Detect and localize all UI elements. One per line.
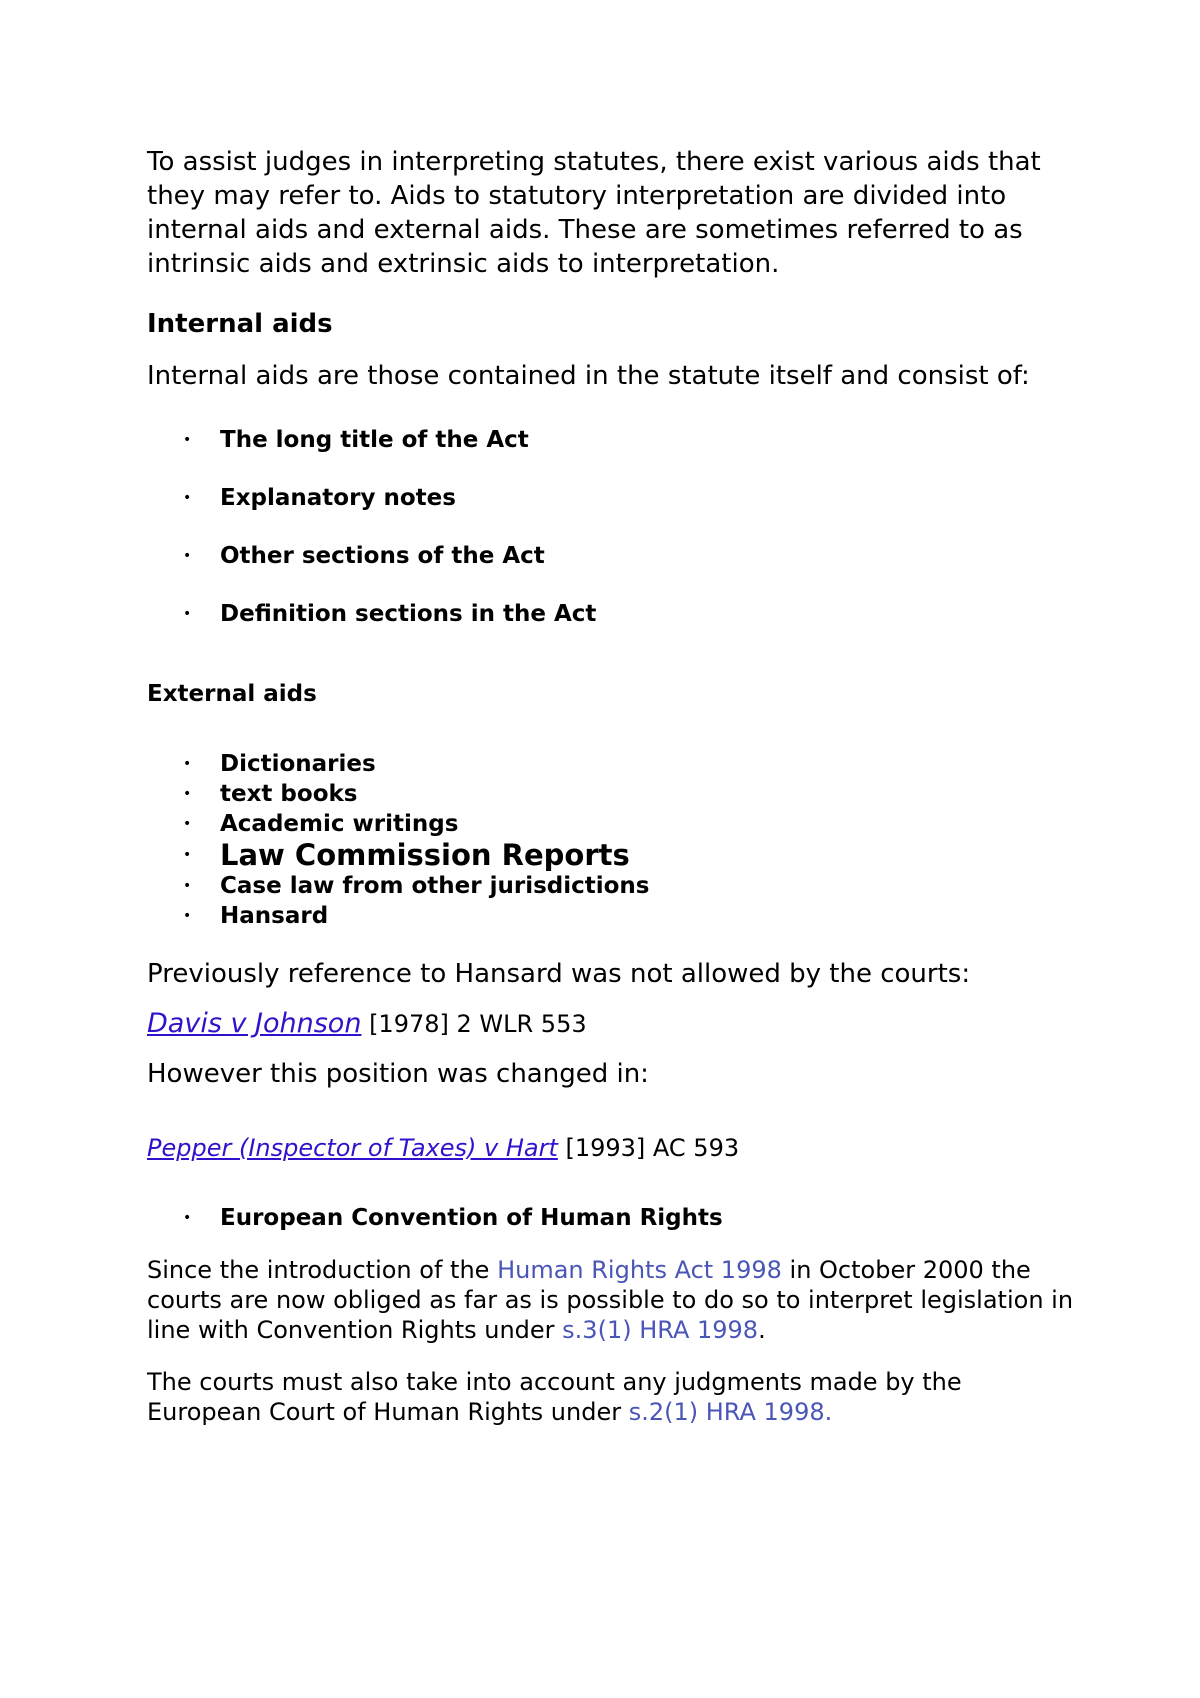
bullet-icon: • (183, 1210, 192, 1226)
internal-aids-description: Internal aids are those contained in the statute itself and consist of: (147, 361, 1030, 391)
bullet-icon: • (183, 490, 192, 506)
list-item: • Other sections of the Act (147, 527, 1077, 585)
case-citation-davis: Davis v Johnson [1978] 2 WLR 553 (147, 1008, 587, 1039)
list-item: • Law Commission Reports (183, 838, 630, 872)
hra-since-paragraph: Since the introduction of the Human Rights Act 1998 in October 2000 the courts are now obliged as far as is possible to do so to interpret legislation in line with Convention Rights under s.3(1) HRA 1998. (147, 1256, 1074, 1344)
document-page (147, 145, 1077, 1427)
list-item: • Dictionaries (183, 751, 376, 777)
echr-list (147, 1203, 1077, 1233)
list-item: • European Convention of Human Rights (183, 1205, 723, 1231)
list-item: • The long title of the Act (147, 411, 1077, 469)
bullet-icon: • (183, 908, 192, 924)
internal-aids-heading: Internal aids (147, 309, 333, 339)
intro-paragraph: To assist judges in interpreting statutes, there exist various aids that they may refer to. Aids to statutory interpretation are divided into internal aids and external aids. These are sometimes referred to as intrinsic aids and extrinsic aids to interpretation. (147, 147, 1041, 279)
list-item: • Case law from other jurisdictions (183, 873, 650, 899)
bullet-icon: • (183, 878, 192, 894)
case-link-pepper-v-hart[interactable]: Pepper (Inspector of Taxes) v Hart (147, 1134, 558, 1162)
hansard-previously-text: Previously reference to Hansard was not allowed by the courts: (147, 959, 971, 989)
bullet-icon: • (183, 786, 192, 802)
bullet-icon: • (183, 432, 192, 448)
bullet-icon: • (183, 548, 192, 564)
section-2-1-reference: s.2(1) HRA 1998. (628, 1398, 833, 1426)
bullet-icon: • (183, 847, 192, 863)
external-aids-list (147, 749, 1077, 931)
human-rights-act-reference: Human Rights Act 1998 (497, 1256, 782, 1284)
internal-aids-list (147, 411, 1077, 643)
case-citation-pepper: Pepper (Inspector of Taxes) v Hart [1993] AC 593 (147, 1134, 740, 1162)
hansard-however-text: However this position was changed in: (147, 1059, 649, 1089)
list-item: • text books (183, 781, 358, 807)
bullet-icon: • (183, 756, 192, 772)
list-item: • Hansard (183, 903, 329, 929)
list-item: • Definition sections in the Act (147, 585, 1077, 643)
case-link-davis-v-johnson[interactable]: Davis v Johnson (147, 1008, 362, 1039)
list-item: • Explanatory notes (147, 469, 1077, 527)
list-item: • Academic writings (183, 811, 459, 837)
hra-courts-paragraph: The courts must also take into account any judgments made by the European Court of Human Rights under s.2(1) HRA 1998. (147, 1368, 962, 1426)
bullet-icon: • (183, 816, 192, 832)
external-aids-heading: External aids (147, 681, 317, 707)
bullet-icon: • (183, 606, 192, 622)
section-3-1-reference: s.3(1) HRA 1998 (562, 1316, 759, 1344)
